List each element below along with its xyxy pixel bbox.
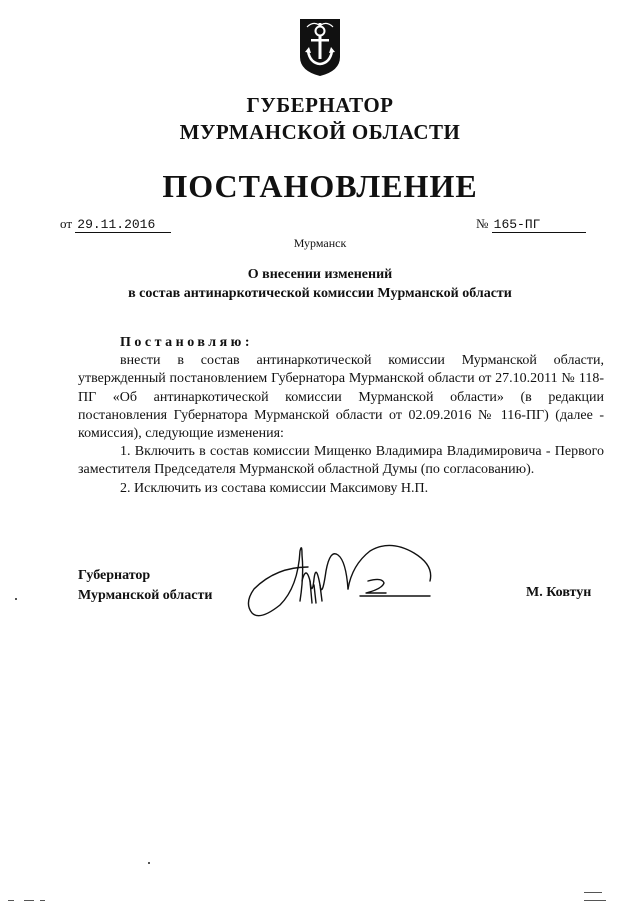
scan-speck [15,598,17,600]
city-name: Мурманск [293,236,347,250]
document-type-title: ПОСТАНОВЛЕНИЕ [162,168,478,204]
subject-line-1: О внесении изменений [247,267,393,282]
number-prefix: № [476,216,489,231]
scan-speck [24,900,34,901]
signatory-name: М. Ковтун [526,585,592,600]
number-value: 165-ПГ [492,217,586,233]
scan-speck [40,900,45,901]
signatory-role [78,566,212,606]
coat-of-arms-icon [297,17,343,77]
item-2: 2. Исключить из состава комиссии Максимову Н.П. [120,480,429,496]
date-field [60,216,171,233]
issuer-line-1: ГУБЕРНАТОР [246,93,394,117]
scan-speck [148,862,150,864]
handwritten-signature [238,541,438,623]
signatory-role-line-2: Мурманской области [78,588,213,603]
resolve-label: Постановляю: [120,335,254,350]
item-1: 1. Включить в состав комиссии Мищенко Владимира Владимировича - Первого заместителя Председателя Мурманской областной Думы (по согласованию). [78,444,604,478]
intro-paragraph: внести в состав антинаркотической комиссии Мурманской области, утвержденный постановлением Губернатора Мурманской области от 27.10.2011 № 118-ПГ «Об антинаркотической комиссии Мурманской области» (в редакции постановления Губернатора Мурманской области от 02.09.2016 № 116-ПГ) (далее - комиссия), следующие изменения: [78,353,604,442]
scan-speck [584,892,602,893]
date-value: 29.11.2016 [75,217,171,233]
date-prefix: от [60,216,73,231]
scan-speck [8,900,14,901]
issuer-line-2: МУРМАНСКОЙ ОБЛАСТИ [179,120,461,144]
signatory-role-line-1: Губернатор [78,568,151,583]
subject-line-2: в состав антинаркотической комиссии Мурманской области [128,286,512,301]
number-field [476,216,586,233]
scan-speck [584,900,606,901]
decree-body [78,334,604,498]
